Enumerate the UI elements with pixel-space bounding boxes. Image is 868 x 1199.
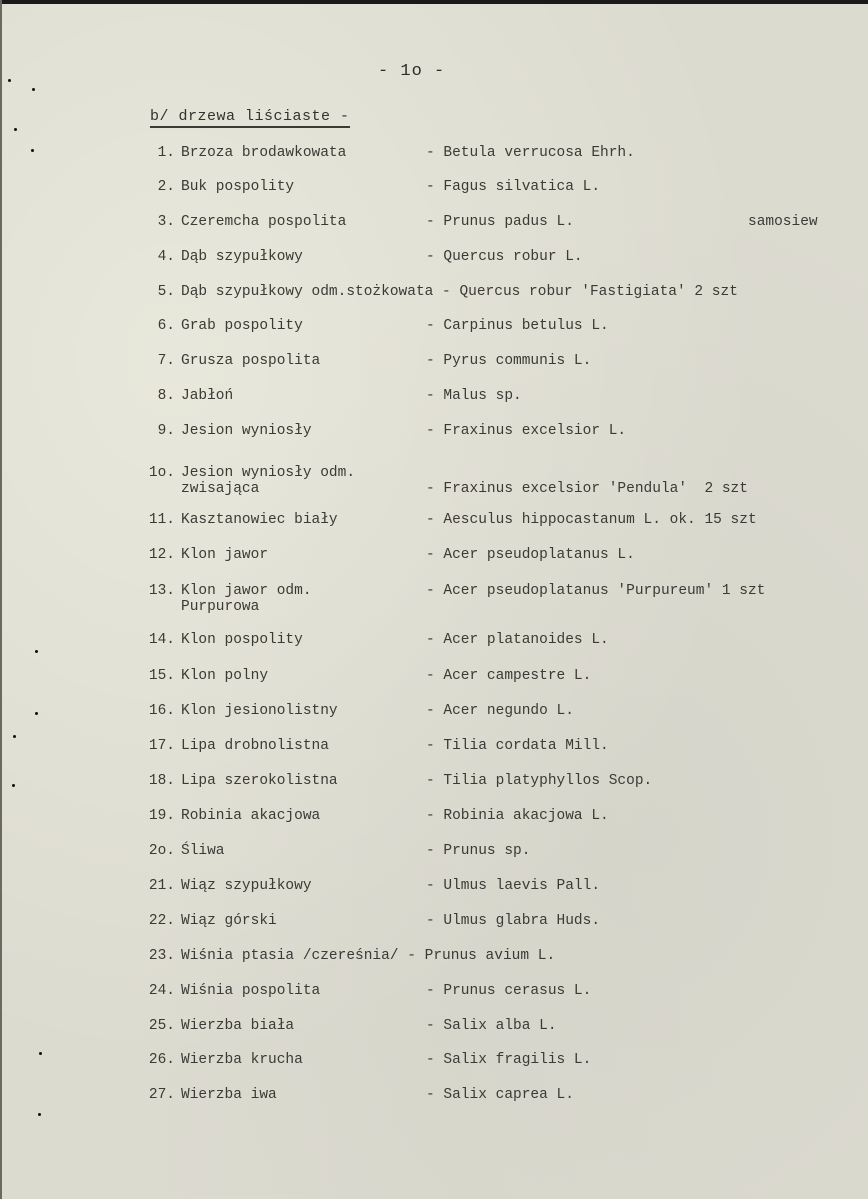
item-number: 24. (148, 983, 175, 999)
item-number: 25. (148, 1018, 175, 1034)
item-number: 2o. (148, 843, 175, 859)
polish-name: Klon polny (181, 668, 269, 684)
latin-name: - Salix alba L. (426, 1018, 557, 1034)
item-number: 5. (157, 284, 175, 300)
item-number: 26. (148, 1052, 175, 1068)
latin-name: - Salix fragilis L. (426, 1052, 592, 1068)
latin-name: - Fagus silvatica L. (426, 179, 601, 195)
item-number: 9. (157, 423, 175, 439)
item-number: 14. (148, 632, 175, 648)
item-number: 1o. (148, 465, 175, 481)
polish-name: Wiśnia pospolita (181, 983, 321, 999)
latin-name: - Tilia platyphyllos Scop. (426, 773, 653, 789)
latin-name: - Fraxinus excelsior 'Pendula' 2 szt (426, 481, 748, 497)
polish-name: Klon jawor (181, 547, 269, 563)
polish-name: Śliwa (181, 843, 225, 859)
latin-name: - Pyrus communis L. (426, 353, 592, 369)
latin-name: - Acer platanoides L. (426, 632, 609, 648)
latin-name: - Prunus cerasus L. (426, 983, 592, 999)
latin-name: - Prunus padus L. (426, 214, 574, 230)
item-number: 8. (157, 388, 175, 404)
latin-name: - Acer negundo L. (426, 703, 574, 719)
polish-name: Grab pospolity (181, 318, 303, 334)
item-number: 3. (157, 214, 175, 230)
item-number: 23. (148, 948, 175, 964)
latin-name: - Aesculus hippocastanum L. ok. 15 szt (426, 512, 757, 528)
latin-name: - Tilia cordata Mill. (426, 738, 609, 754)
polish-name: Klon pospolity (181, 632, 303, 648)
polish-name-continued: Purpurowa (181, 599, 260, 615)
polish-name: Kasztanowiec biały (181, 512, 338, 528)
scan-speck (8, 79, 11, 82)
latin-name: - Acer campestre L. (426, 668, 592, 684)
polish-name: Klon jawor odm. (181, 583, 312, 599)
item-number: 19. (148, 808, 175, 824)
polish-name: Jesion wyniosły odm. (181, 465, 356, 481)
item-note: samosiew (748, 214, 818, 230)
latin-name: - Acer pseudoplatanus L. (426, 547, 635, 563)
latin-name: - Quercus robur L. (426, 249, 583, 265)
polish-name: Robinia akacjowa (181, 808, 321, 824)
scan-top-border (0, 0, 868, 4)
item-number: 16. (148, 703, 175, 719)
scan-speck (14, 128, 17, 131)
polish-name: Wierzba biała (181, 1018, 295, 1034)
polish-name: Jabłoń (181, 388, 234, 404)
polish-name-continued: zwisająca (181, 481, 260, 497)
latin-name: - Prunus sp. (426, 843, 531, 859)
polish-name: Wiąz górski (181, 913, 277, 929)
scan-speck (35, 712, 38, 715)
scan-speck (35, 650, 38, 653)
polish-name: Jesion wyniosły (181, 423, 312, 439)
item-number: 17. (148, 738, 175, 754)
polish-name: Wierzba iwa (181, 1087, 277, 1103)
item-number: 12. (148, 547, 175, 563)
item-full-entry: Dąb szypułkowy odm.stożkowata - Quercus robur 'Fastigiata' 2 szt (181, 284, 738, 300)
polish-name: Czeremcha pospolita (181, 214, 347, 230)
item-number: 15. (148, 668, 175, 684)
latin-name: - Ulmus laevis Pall. (426, 878, 601, 894)
polish-name: Wierzba krucha (181, 1052, 303, 1068)
scan-speck (38, 1113, 41, 1116)
page-number: - 1o - (378, 62, 446, 81)
item-number: 1. (157, 145, 175, 161)
polish-name: Brzoza brodawkowata (181, 145, 347, 161)
scan-speck (31, 149, 34, 152)
latin-name: - Ulmus glabra Huds. (426, 913, 601, 929)
polish-name: Lipa szerokolistna (181, 773, 338, 789)
item-number: 6. (157, 318, 175, 334)
latin-name: - Malus sp. (426, 388, 522, 404)
scan-speck (12, 784, 15, 787)
item-number: 18. (148, 773, 175, 789)
item-number: 13. (148, 583, 175, 599)
scan-left-border (0, 0, 2, 1199)
latin-name: - Fraxinus excelsior L. (426, 423, 627, 439)
item-number: 21. (148, 878, 175, 894)
latin-name: - Robinia akacjowa L. (426, 808, 609, 824)
scan-speck (32, 88, 35, 91)
item-number: 2. (157, 179, 175, 195)
polish-name: Buk pospolity (181, 179, 295, 195)
polish-name: Lipa drobnolistna (181, 738, 329, 754)
section-heading: b/ drzewa liściaste - (150, 108, 350, 128)
item-number: 22. (148, 913, 175, 929)
latin-name: - Carpinus betulus L. (426, 318, 609, 334)
latin-name: - Betula verrucosa Ehrh. (426, 145, 635, 161)
scan-speck (39, 1052, 42, 1055)
item-number: 7. (157, 353, 175, 369)
item-full-entry: Wiśnia ptasia /czereśnia/ - Prunus avium L. (181, 948, 556, 964)
item-number: 27. (148, 1087, 175, 1103)
latin-name: - Salix caprea L. (426, 1087, 574, 1103)
item-number: 4. (157, 249, 175, 265)
polish-name: Dąb szypułkowy (181, 249, 303, 265)
scan-speck (13, 735, 16, 738)
polish-name: Grusza pospolita (181, 353, 321, 369)
polish-name: Wiąz szypułkowy (181, 878, 312, 894)
polish-name: Klon jesionolistny (181, 703, 338, 719)
latin-name: - Acer pseudoplatanus 'Purpureum' 1 szt (426, 583, 766, 599)
item-number: 11. (148, 512, 175, 528)
